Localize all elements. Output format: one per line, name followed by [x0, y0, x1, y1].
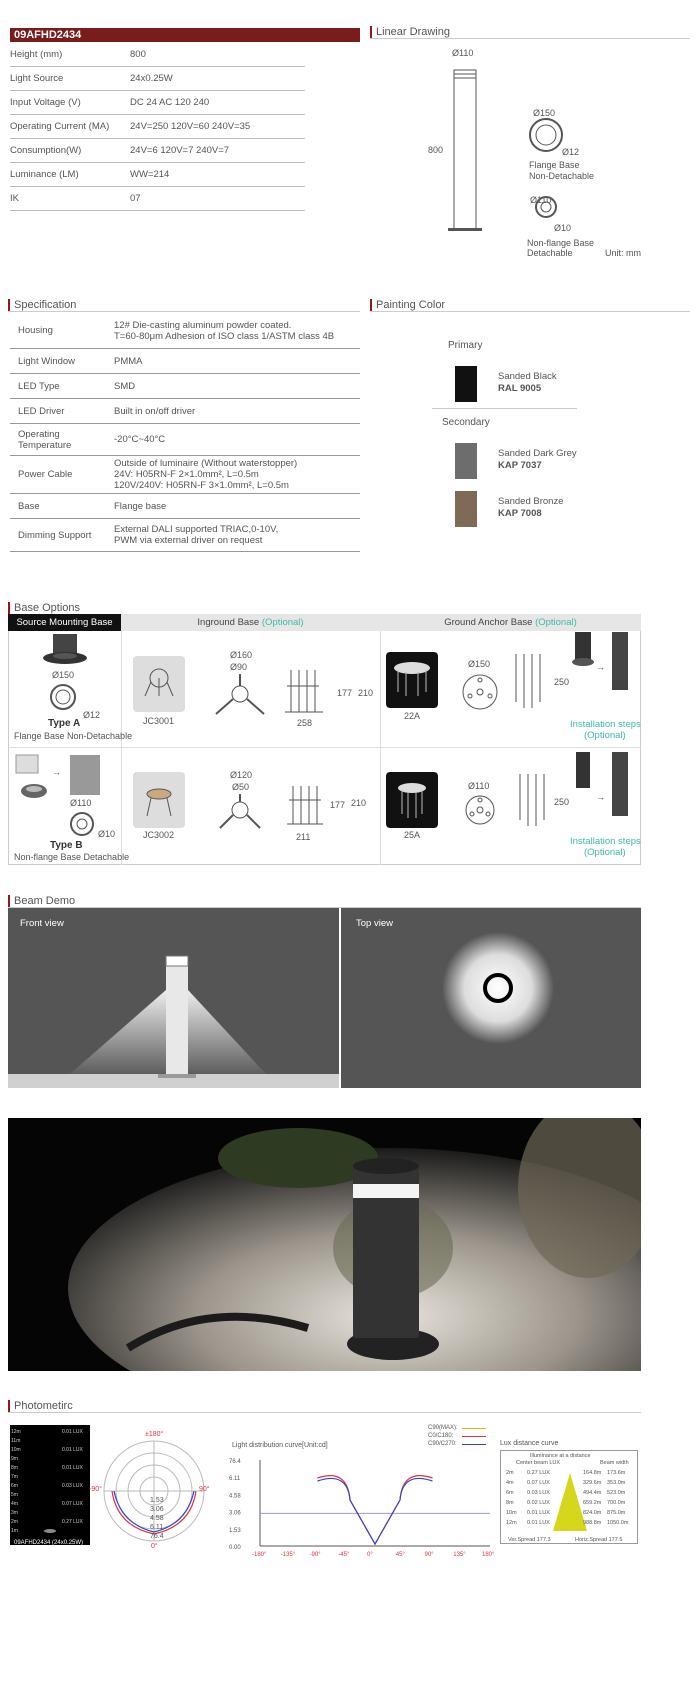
distribution-series	[318, 1478, 433, 1544]
type-b-dia: Ø110	[70, 798, 92, 808]
isolux-distance: 4m	[11, 1501, 18, 1507]
curve-title: Light distribution curve[Unit:cd]	[232, 1442, 328, 1449]
primary-label: Primary	[448, 340, 483, 351]
y-tick: 1.53	[229, 1527, 241, 1534]
specification-key: Housing	[18, 325, 53, 336]
type-b-hole: Ø10	[98, 829, 116, 839]
lux-foot-1: Ver.Spread 177.3	[508, 1537, 551, 1543]
lux-cell: 0.01 LUX	[527, 1510, 550, 1516]
y-tick: 76.4	[229, 1459, 241, 1465]
spec-value: 24V=6 120V=7 240V=7	[130, 145, 230, 156]
flange-dia: Ø150	[533, 108, 556, 118]
jc3001-d1: Ø160	[230, 650, 253, 660]
lux-cell: 6m	[506, 1490, 514, 1496]
specification-row	[10, 424, 360, 456]
jc3001-photo	[133, 656, 185, 712]
isolux-distance: 3m	[11, 1510, 18, 1516]
type-a-fixture	[40, 634, 90, 666]
lux-cell: 700.0m	[607, 1500, 626, 1506]
spec-value: 800	[130, 49, 146, 60]
secondary-label: Secondary	[442, 417, 490, 428]
specification-row	[10, 456, 360, 494]
linear-top-dia: Ø110	[452, 48, 474, 58]
color-black: Sanded Black RAL 9005	[498, 371, 557, 394]
beam-title: Beam Demo	[8, 895, 75, 907]
lux-cell: 4m	[506, 1480, 514, 1486]
lux-head-1: Illuminance at a distance	[530, 1453, 591, 1459]
lux-cell: 875.0m	[607, 1510, 626, 1516]
specification-key: Light Window	[18, 355, 76, 367]
ga22a-steps-2: (Optional)	[584, 730, 626, 741]
isolux-value: 0.07 LUX	[62, 1501, 83, 1507]
legend-item: C90(MAX):	[428, 1425, 458, 1431]
jc3002-code: JC3002	[143, 830, 175, 840]
ga22a-steps-1: Installation steps	[570, 719, 641, 730]
specification-value: PMMA	[114, 355, 143, 367]
jc3002-d2: Ø50	[232, 782, 250, 792]
spec-row	[10, 115, 305, 139]
spec-key: Operating Current (MA)	[10, 121, 110, 132]
specification-value: Outside of luminaire (Without waterstopper) 24V: H05RN-F 2×1.0mm², L=0.5m 120V/240V: H05RN-F 3×1.0mm², L=0.5m	[114, 458, 298, 491]
specification-row	[10, 349, 360, 374]
ga22a-side	[510, 652, 550, 712]
legend-line	[462, 1428, 486, 1429]
spec-value: DC 24 AC 120 240	[130, 97, 210, 108]
top-view-panel	[341, 908, 641, 1088]
ga25a-steps-2: (Optional)	[584, 847, 626, 858]
y-tick: 0.00	[229, 1545, 241, 1551]
base-options-title: Base Options	[8, 602, 80, 614]
isolux-spot	[44, 1529, 56, 1533]
spec-row	[10, 91, 305, 115]
type-a-hole: Ø12	[83, 710, 101, 720]
x-tick: -135°	[280, 1552, 296, 1558]
ga25a-plan	[462, 792, 498, 828]
distribution-series	[318, 1476, 433, 1544]
specification-title: Specification	[8, 299, 76, 311]
type-b-desc: Non-flange Base Detachable	[14, 852, 130, 862]
nonflange-label-1: Non-flange Base	[527, 238, 595, 248]
legend-item: C90/C270:	[428, 1441, 457, 1447]
legend-line	[462, 1444, 486, 1445]
isolux-value: 0.01 LUX	[62, 1465, 83, 1471]
lux-cell: 988.8m	[583, 1520, 602, 1526]
lux-cell: 494.4m	[583, 1490, 602, 1496]
ga25a-steps-1: Installation steps	[570, 836, 641, 847]
isolux-diagram	[10, 1425, 90, 1545]
spec-row	[10, 187, 305, 211]
painting-title: Painting Color	[370, 299, 445, 311]
linear-drawing	[440, 45, 650, 265]
x-tick: -90°	[309, 1552, 321, 1558]
lux-cell: 0.03 LUX	[527, 1490, 550, 1496]
isolux-distance: 8m	[11, 1465, 18, 1471]
specification-row	[10, 519, 360, 552]
lux-cell: 0.01 LUX	[527, 1520, 550, 1526]
polar-value: 1.53	[150, 1497, 164, 1504]
spec-row	[10, 67, 305, 91]
specification-value: Flange base	[114, 500, 167, 512]
specification-value: SMD	[114, 380, 136, 392]
isolux-distance: 6m	[11, 1483, 18, 1489]
svg-text:→: →	[596, 792, 605, 802]
swatch-grey	[455, 443, 477, 479]
ga22a-photo	[386, 652, 438, 708]
isolux-distance: 9m	[11, 1456, 18, 1462]
lux-cell: 659.2m	[583, 1500, 602, 1506]
ga25a-h: 250	[554, 797, 570, 807]
lux-cell: 1050.0m	[607, 1520, 629, 1526]
nonflange-hole: Ø10	[554, 223, 572, 233]
x-tick: 45°	[395, 1552, 405, 1558]
specification-key: LED Driver	[18, 405, 65, 417]
legend-line	[462, 1436, 486, 1437]
swatch-black	[455, 366, 477, 402]
jc3001-code: JC3001	[143, 716, 175, 726]
jc3001-side	[283, 664, 333, 718]
jc3002-w: 211	[296, 832, 311, 842]
specification-value: -20°C~40°C	[114, 434, 166, 445]
spec-key: IK	[10, 193, 19, 204]
front-view-label: Front view	[20, 918, 64, 929]
lux-cell: 824.0m	[583, 1510, 602, 1516]
type-b-ring	[68, 810, 96, 838]
spec-key: Consumption(W)	[10, 145, 82, 156]
isolux-distance: 2m	[11, 1519, 18, 1525]
product-code: 09AFHD2434	[10, 28, 360, 42]
polar-value: 4.58	[150, 1515, 164, 1522]
swatch-bronze	[455, 491, 477, 527]
lux-cell: 329.6m	[583, 1480, 602, 1486]
lux-head-2: Center beam LUX	[516, 1460, 561, 1466]
ga25a-dia: Ø110	[468, 781, 490, 791]
spec-value: WW=214	[130, 169, 170, 180]
col-ground-anchor: Ground Anchor Base (Optional)	[380, 614, 641, 631]
isolux-value: 0.01 LUX	[62, 1447, 83, 1453]
ga22a-dia: Ø150	[468, 659, 491, 669]
specification-key: Base	[18, 500, 40, 512]
x-tick: 90°	[424, 1552, 434, 1558]
specification-key: Dimming Support	[18, 529, 92, 541]
linear-drawing-title: Linear Drawing	[370, 26, 450, 38]
isolux-value: 0.03 LUX	[62, 1483, 83, 1489]
lux-cell: 8m	[506, 1500, 514, 1506]
ga22a-h: 250	[554, 677, 570, 687]
top-view-label: Top view	[356, 918, 393, 929]
photometric-title: Photometirc	[8, 1400, 73, 1412]
specification-key: Operating Temperature	[18, 428, 72, 451]
ga25a-side	[512, 772, 552, 832]
svg-text:→: →	[596, 662, 605, 672]
x-tick: 180°	[482, 1552, 495, 1558]
isolux-distance: 1m	[11, 1528, 18, 1534]
isolux-distance: 5m	[11, 1492, 18, 1498]
lux-head-3: Beam width	[600, 1460, 629, 1466]
ga22a-code: 22A	[404, 711, 421, 721]
spec-value: 07	[130, 193, 141, 204]
polar-value: 76.4	[150, 1533, 164, 1540]
lux-cell: 0.27 LUX	[527, 1470, 550, 1476]
polar-top: ±180°	[145, 1431, 164, 1438]
x-tick: -45°	[338, 1552, 350, 1558]
spec-value: 24V=250 120V=60 240V=35	[130, 121, 251, 132]
jc3001-plan	[210, 672, 270, 722]
svg-text:→: →	[52, 767, 61, 777]
jc3002-side	[283, 780, 333, 830]
isolux-caption: 09AFHD2434 (24x0.25W)	[14, 1540, 84, 1546]
spec-row	[10, 163, 305, 187]
isolux-distance: 11m	[11, 1438, 21, 1444]
color-bronze: Sanded Bronze KAP 7008	[498, 496, 564, 519]
flange-label-1: Flange Base	[529, 160, 580, 170]
y-tick: 3.06	[229, 1510, 241, 1517]
front-view-panel	[8, 908, 339, 1088]
flange-hole: Ø12	[562, 147, 580, 157]
spec-key: Light Source	[10, 73, 64, 84]
x-tick: 0°	[367, 1552, 373, 1558]
specification-row	[10, 374, 360, 399]
type-b-fixture	[14, 753, 114, 803]
lux-cell: 10m	[506, 1510, 517, 1516]
spec-row	[10, 139, 305, 163]
legend-item: C0/C180:	[428, 1433, 454, 1439]
unit-label: Unit: mm	[605, 248, 641, 258]
spec-key: Luminance (LM)	[10, 169, 79, 180]
specification-value: 12# Die-casting aluminum powder coated. T=60-80μm Adhesion of ISO class 1/ASTM class 4B	[114, 319, 335, 342]
isolux-value: 0.27 LUX	[62, 1519, 83, 1525]
col-source-mounting: Source Mounting Base	[8, 614, 121, 631]
x-tick: -180°	[252, 1552, 267, 1558]
isolux-value: 0.01 LUX	[62, 1429, 83, 1435]
jc3002-h2: 210	[351, 798, 367, 808]
spec-row	[10, 43, 305, 67]
lux-cell: 523.0m	[607, 1490, 626, 1496]
ga22a-steps	[570, 630, 640, 695]
jc3002-d1: Ø120	[230, 770, 253, 780]
polar-bottom: 0°	[151, 1543, 158, 1550]
lux-title: Lux distance curve	[500, 1440, 559, 1447]
isolux-distance: 7m	[11, 1474, 18, 1480]
specification-row	[10, 494, 360, 519]
jc3002-photo	[133, 772, 185, 828]
polar-value: 3.06	[150, 1506, 164, 1513]
jc3001-w: 258	[297, 718, 313, 728]
light-distribution-curve	[228, 1450, 498, 1560]
jc3001-h1: 177	[337, 688, 353, 698]
specification-key: LED Type	[18, 380, 60, 392]
nonflange-label-2: Detachable	[527, 248, 573, 258]
jc3002-plan	[212, 794, 268, 836]
type-a-ring	[48, 682, 78, 712]
y-tick: 4.58	[229, 1493, 241, 1500]
specification-value: Built in on/off driver	[114, 405, 196, 417]
specification-row	[10, 313, 360, 349]
lux-foot-2: Horiz.Spread 177.5	[575, 1537, 623, 1543]
flange-label-2: Non-Detachable	[529, 171, 595, 181]
isolux-distance: 12m	[11, 1429, 21, 1435]
spec-value: 24x0.25W	[130, 73, 173, 84]
lux-cell: 0.02 LUX	[527, 1500, 550, 1506]
lux-cell: 353.0m	[607, 1480, 626, 1486]
lux-cell: 2m	[506, 1470, 514, 1476]
lux-cell: 0.07 LUX	[527, 1480, 550, 1486]
x-tick: 135°	[453, 1552, 466, 1558]
polar-right: 90°	[199, 1486, 210, 1493]
product-photo	[8, 1118, 641, 1371]
color-grey: Sanded Dark Grey KAP 7037	[498, 448, 577, 471]
specification-value: External DALI supported TRIAC,0-10V, PWM via external driver on request	[114, 524, 279, 546]
specification-row	[10, 399, 360, 424]
type-a-name: Type A	[48, 718, 81, 729]
lux-cell: 12m	[506, 1520, 517, 1526]
jc3002-h1: 177	[330, 800, 346, 810]
lux-cell: 164.8m	[583, 1470, 602, 1476]
jc3001-d2: Ø90	[230, 662, 248, 672]
nonflange-dia: Ø110	[530, 195, 552, 205]
linear-height: 800	[428, 145, 444, 155]
lux-cell: 173.6m	[607, 1470, 626, 1476]
spec-key: Input Voltage (V)	[10, 97, 81, 108]
isolux-distance: 10m	[11, 1447, 21, 1453]
polar-value: 6.11	[150, 1524, 164, 1531]
y-tick: 6.11	[229, 1476, 241, 1483]
jc3001-h2: 210	[358, 688, 374, 698]
type-a-dia: Ø150	[52, 670, 75, 680]
specification-key: Power Cable	[18, 469, 73, 480]
col-inground: Inground Base (Optional)	[121, 614, 380, 631]
type-a-desc: Flange Base Non-Detachable	[14, 731, 133, 741]
spec-key: Height (mm)	[10, 49, 63, 60]
ga25a-code: 25A	[404, 830, 421, 840]
polar-left: -90°	[89, 1486, 102, 1493]
ga25a-photo	[386, 772, 438, 828]
type-b-name: Type B	[50, 840, 83, 851]
ga22a-plan	[460, 672, 500, 712]
ga25a-steps	[570, 750, 640, 822]
